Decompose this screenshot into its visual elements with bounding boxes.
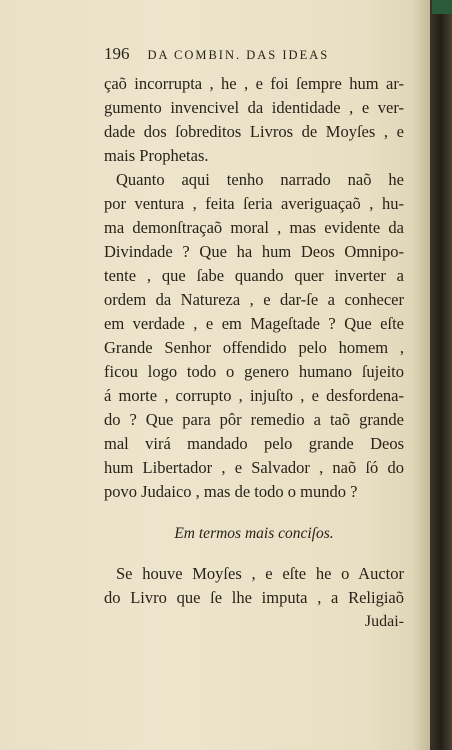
text-line: ma demonſtraçaõ moral , mas evidente da xyxy=(104,218,404,237)
page-header xyxy=(104,44,404,72)
paragraph-1 xyxy=(104,72,404,168)
text-line: em verdade , e em Mageſtade ? Que eſte xyxy=(104,314,404,333)
text-line: povo Judaico , mas de todo o mundo ? xyxy=(104,482,358,501)
text-block xyxy=(104,44,404,634)
text-line: Grande Senhor offendido pelo homem , xyxy=(104,338,404,357)
binding-cloth xyxy=(432,0,452,14)
text-line: ordem da Natureza , e dar-ſe a conhecer xyxy=(104,290,404,309)
text-line: do ? Que para pôr remedio a taõ grande xyxy=(104,410,404,429)
book-binding xyxy=(430,0,452,750)
text-line: hum Libertador , e Salvador , naõ ſó do xyxy=(104,458,404,477)
spacer xyxy=(104,546,404,562)
paragraph-2 xyxy=(104,168,404,504)
text-line: Se houve Moyſes , e eſte he o Auctor xyxy=(116,564,404,583)
text-line: Divindade ? Que ha hum Deos Omnipo- xyxy=(104,242,404,261)
text-line: mais Prophetas. xyxy=(104,146,209,165)
text-line: do Livro que ſe lhe imputa , a Religiaõ xyxy=(104,588,404,607)
text-line: dade dos ſobreditos Livros de Moyſes , e xyxy=(104,122,404,141)
text-line: por ventura , feita ſeria averiguaçaõ , hu- xyxy=(104,194,404,213)
paragraph-3 xyxy=(104,562,404,610)
text-line: ficou logo todo o genero humano ſujeito xyxy=(104,362,404,381)
text-line: gumento invencivel da identidade , e ver- xyxy=(104,98,404,117)
section-subheading: Em termos mais conciſos. xyxy=(174,525,334,542)
page-number: 196 xyxy=(104,44,130,63)
text-line: á morte , corrupto , injuſto , e desfordena- xyxy=(104,386,404,405)
running-head: DA COMBIN. DAS IDEAS xyxy=(147,48,330,62)
catchword: Judai- xyxy=(364,613,404,630)
text-line: mal virá mandado pelo grande Deos xyxy=(104,434,404,453)
text-line: tente , que ſabe quando quer inverter a xyxy=(104,266,404,285)
spacer xyxy=(104,504,404,522)
text-line: Quanto aqui tenho narrado naõ he xyxy=(116,170,404,189)
text-line: çaõ incorrupta , he , e foi ſempre hum ar- xyxy=(104,74,404,93)
